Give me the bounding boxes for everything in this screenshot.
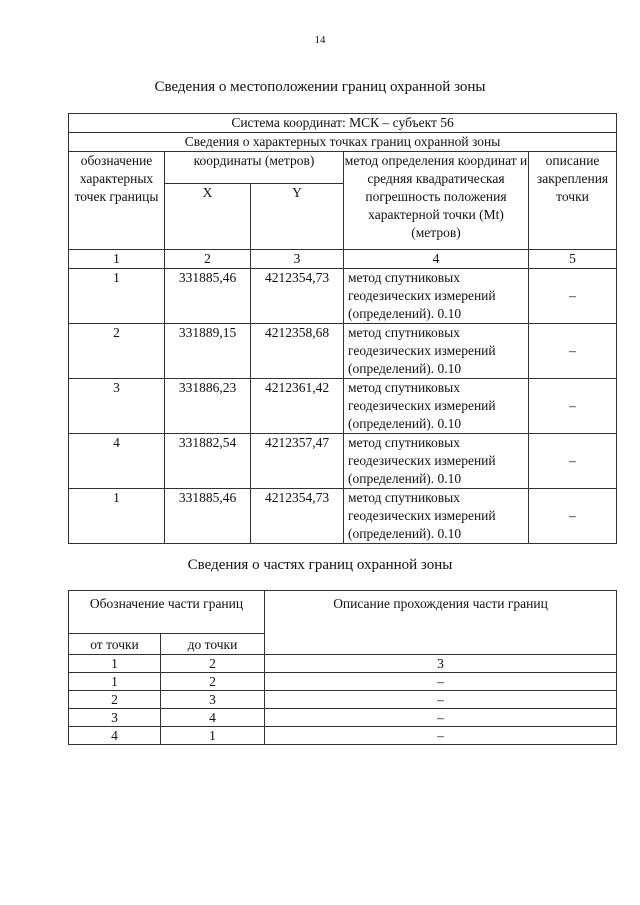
page-number: 14 [314,34,326,46]
header-to-point: до точки [161,634,265,655]
coord-x: 331882,54 [165,434,251,489]
table-row [69,434,617,489]
column-index: 2 [161,655,265,673]
column-index: 1 [69,250,165,269]
coord-y: 4212358,68 [251,324,344,379]
coordinates-table [68,113,617,544]
to-point: 2 [161,673,265,691]
to-point: 3 [161,691,265,709]
column-index: 2 [165,250,251,269]
from-point: 1 [69,673,161,691]
part-description: – [265,673,617,691]
column-index: 1 [69,655,161,673]
point-id: 1 [69,489,165,544]
table-row [69,709,617,727]
header-y: Y [251,184,344,250]
coord-x: 331885,46 [165,269,251,324]
section-title-boundaries: Сведения о местоположении границ охранной зоны [154,79,486,95]
column-index: 3 [265,655,617,673]
coord-x: 331886,23 [165,379,251,434]
part-description: – [265,691,617,709]
point-id: 2 [69,324,165,379]
header-coordinates: координаты (метров) [165,152,344,184]
table-row [69,489,617,544]
table-row [69,673,617,691]
table-row [69,269,617,324]
column-index-row [69,655,617,673]
method-text: метод спутниковых геодезических измерений (определений). 0.10 [344,434,529,489]
coord-y: 4212361,42 [251,379,344,434]
method-text: метод спутниковых геодезических измерений (определений). 0.10 [344,324,529,379]
section-title-parts: Сведения о частях границ охранной зоны [187,557,453,573]
header-method: метод определения координат и средняя квадратическая погрешность положения характерной точки (Mt) (метров) [344,152,529,250]
coordinate-system: Система координат: МСК – субъект 56 [69,114,617,133]
coord-y: 4212354,73 [251,269,344,324]
method-text: метод спутниковых геодезических измерений (определений). 0.10 [344,379,529,434]
method-text: метод спутниковых геодезических измерений (определений). 0.10 [344,489,529,544]
from-point: 2 [69,691,161,709]
to-point: 1 [161,727,265,745]
header-part-designation: Обозначение части границ [69,591,265,634]
table-row [69,691,617,709]
point-description: – [529,324,617,379]
column-index: 4 [344,250,529,269]
table-row [69,379,617,434]
table-subtitle: Сведения о характерных точках границ охранной зоны [69,133,617,152]
point-id: 1 [69,269,165,324]
point-id: 4 [69,434,165,489]
header-x: X [165,184,251,250]
method-text: метод спутниковых геодезических измерений (определений). 0.10 [344,269,529,324]
part-description: – [265,709,617,727]
header-from-point: от точки [69,634,161,655]
part-description: – [265,727,617,745]
column-index-row [69,250,617,269]
coord-x: 331885,46 [165,489,251,544]
table-row [69,727,617,745]
point-description: – [529,379,617,434]
coord-x: 331889,15 [165,324,251,379]
point-description: – [529,489,617,544]
header-point: обозначение характерных точек границы [69,152,165,250]
header-part-description: Описание прохождения части границ [265,591,617,655]
from-point: 4 [69,727,161,745]
from-point: 3 [69,709,161,727]
coord-y: 4212357,47 [251,434,344,489]
point-description: – [529,434,617,489]
boundary-parts-table [68,590,617,745]
coord-y: 4212354,73 [251,489,344,544]
header-description: описание закрепления точки [529,152,617,250]
column-index: 5 [529,250,617,269]
point-id: 3 [69,379,165,434]
to-point: 4 [161,709,265,727]
point-description: – [529,269,617,324]
column-index: 3 [251,250,344,269]
table-row [69,324,617,379]
